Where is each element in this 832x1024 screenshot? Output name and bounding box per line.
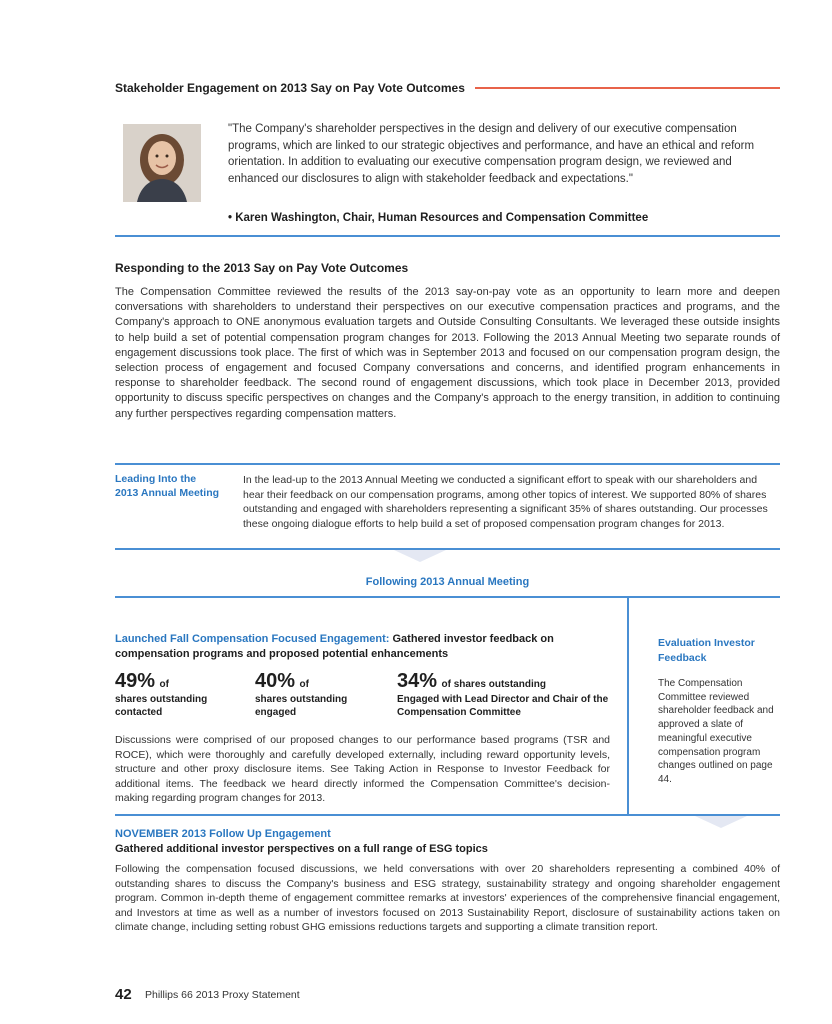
followup-body: Following the compensation focused discussions, we held conversations with over 20 shareholders representing a combined 40% of outstanding shares to discuss the Company's business and ESG strategy, sustainability strategy and ongoing shareholder engagement program. Common in-depth theme of engagement committee remarks at investors' experiences of the comprehensive financial engagement, and Investors at time as well as a number of investors focused on 2013 Sustainability Report, disclosure of sustainability actions taken on climate change, including setting robust GHG emissions reductions targets and supporting a climate transition report. — [115, 863, 780, 933]
page-number: 42 — [115, 986, 132, 1003]
engagement-heading — [115, 632, 610, 662]
stat-lead-director — [397, 670, 612, 719]
divider — [115, 814, 780, 816]
quote-attribution: • Karen Washington, Chair, Human Resources and Compensation Committee — [228, 212, 649, 224]
stat-suffix: of — [159, 679, 169, 690]
callout-label: Leading Into the 2013 Annual Meeting — [115, 473, 220, 499]
divider — [115, 596, 780, 598]
stat-engaged — [255, 670, 375, 719]
feedback-box-text: The Compensation Committee reviewed shareholder feedback and approved a slate of meaningful executive compensation program changes outlined on page 44. — [658, 678, 774, 785]
stat-suffix: of shares outstanding — [441, 679, 546, 690]
stat-suffix: of — [299, 679, 309, 690]
stat-desc: shares outstanding engaged — [255, 694, 348, 718]
chevron-down-icon — [394, 550, 446, 562]
engagement-body: Discussions were comprised of our proposed changes to our performance based programs (TSR and ROCE), which were thoroughly and carefully developed externally, including reward opportunity levels, structure and other proxy disclosure items. See Taking Action in Response to Investor Feedback for additional items. The feedback we heard directly informed the Compensation Committee's decision-making regarding program changes for 2013. — [115, 734, 610, 804]
feedback-box-title: Evaluation Investor Feedback — [658, 637, 755, 664]
person-portrait-icon — [123, 124, 201, 202]
engagement-heading-blue: Launched Fall Compensation Focused Engagement: — [115, 633, 390, 645]
divider — [115, 463, 780, 465]
stat-desc: shares outstanding contacted — [115, 694, 208, 718]
title-rule — [475, 87, 780, 89]
section-heading: Responding to the 2013 Say on Pay Vote Outcomes — [115, 261, 409, 275]
meeting-title: Following 2013 Annual Meeting — [365, 576, 530, 588]
page-header — [115, 78, 780, 98]
portrait-photo — [123, 124, 201, 202]
chevron-down-icon — [695, 816, 747, 828]
stat-value: 49% — [115, 670, 156, 692]
page-title: Stakeholder Engagement on 2013 Say on Pay Vote Outcomes — [115, 81, 465, 95]
followup-heading-blue: NOVEMBER 2013 Follow Up Engagement — [115, 828, 331, 840]
executive-quote: "The Company's shareholder perspectives in the design and delivery of our executive compensation programs, which are linked to our strategic objectives and performance, and have an ethical and reform orientation. In addition to evaluating our executive compensation program design, we reviewed and enhanced our disclosures to align with stakeholder feedback and expectations." — [228, 123, 755, 185]
stat-desc: Engaged with Lead Director and Chair of the Compensation Committee — [397, 694, 609, 718]
stat-contacted — [115, 670, 235, 719]
engagement-heading-dark: Gathered investor feedback on compensation programs and proposed potential enhancements — [115, 633, 554, 660]
callout-text: In the lead-up to the 2013 Annual Meeting we conducted a significant effort to speak with our shareholders and hear their feedback on our compensation programs, among other topics of interest. We supported 80% of shares outstanding and engaged with shareholders representing a significant 35% of shares outstanding. Our processes these ongoing dialogue efforts to help build a set of proposed compensation program changes for 2013. — [243, 474, 768, 530]
stat-value: 34% — [397, 670, 438, 692]
column-divider — [627, 596, 629, 814]
stat-value: 40% — [255, 670, 296, 692]
section-body: The Compensation Committee reviewed the results of the 2013 say-on-pay vote as an opportunity to learn more and deepen conversations with shareholders to understand their perspectives on our executive compensation practices and programs, and the Company's approach to ONE anonymous evaluation targets and Outside Consulting Consultants. We leveraged these outside insights to help build a set of potential compensation program changes for 2013. Following the 2013 Annual Meeting two separate rounds of engagement discussions took place. The first of which was in September 2013 and focused on our compensation program design, the selection process of engagement and focused Company conversations and concerns, and identified program enhancements in response to shareholder feedback. The second round of engagement discussions, which took place in December 2013, provided opportunity to discuss specific perspectives on changes and the Company's approach to the energy transition, in addition to continuing any further perspectives regarding compensation matters. — [115, 286, 780, 420]
followup-heading-dark: Gathered additional investor perspectives on a full range of ESG topics — [115, 843, 488, 855]
divider — [115, 548, 780, 550]
footer-text: Phillips 66 2013 Proxy Statement — [145, 989, 300, 1001]
divider — [115, 235, 780, 237]
